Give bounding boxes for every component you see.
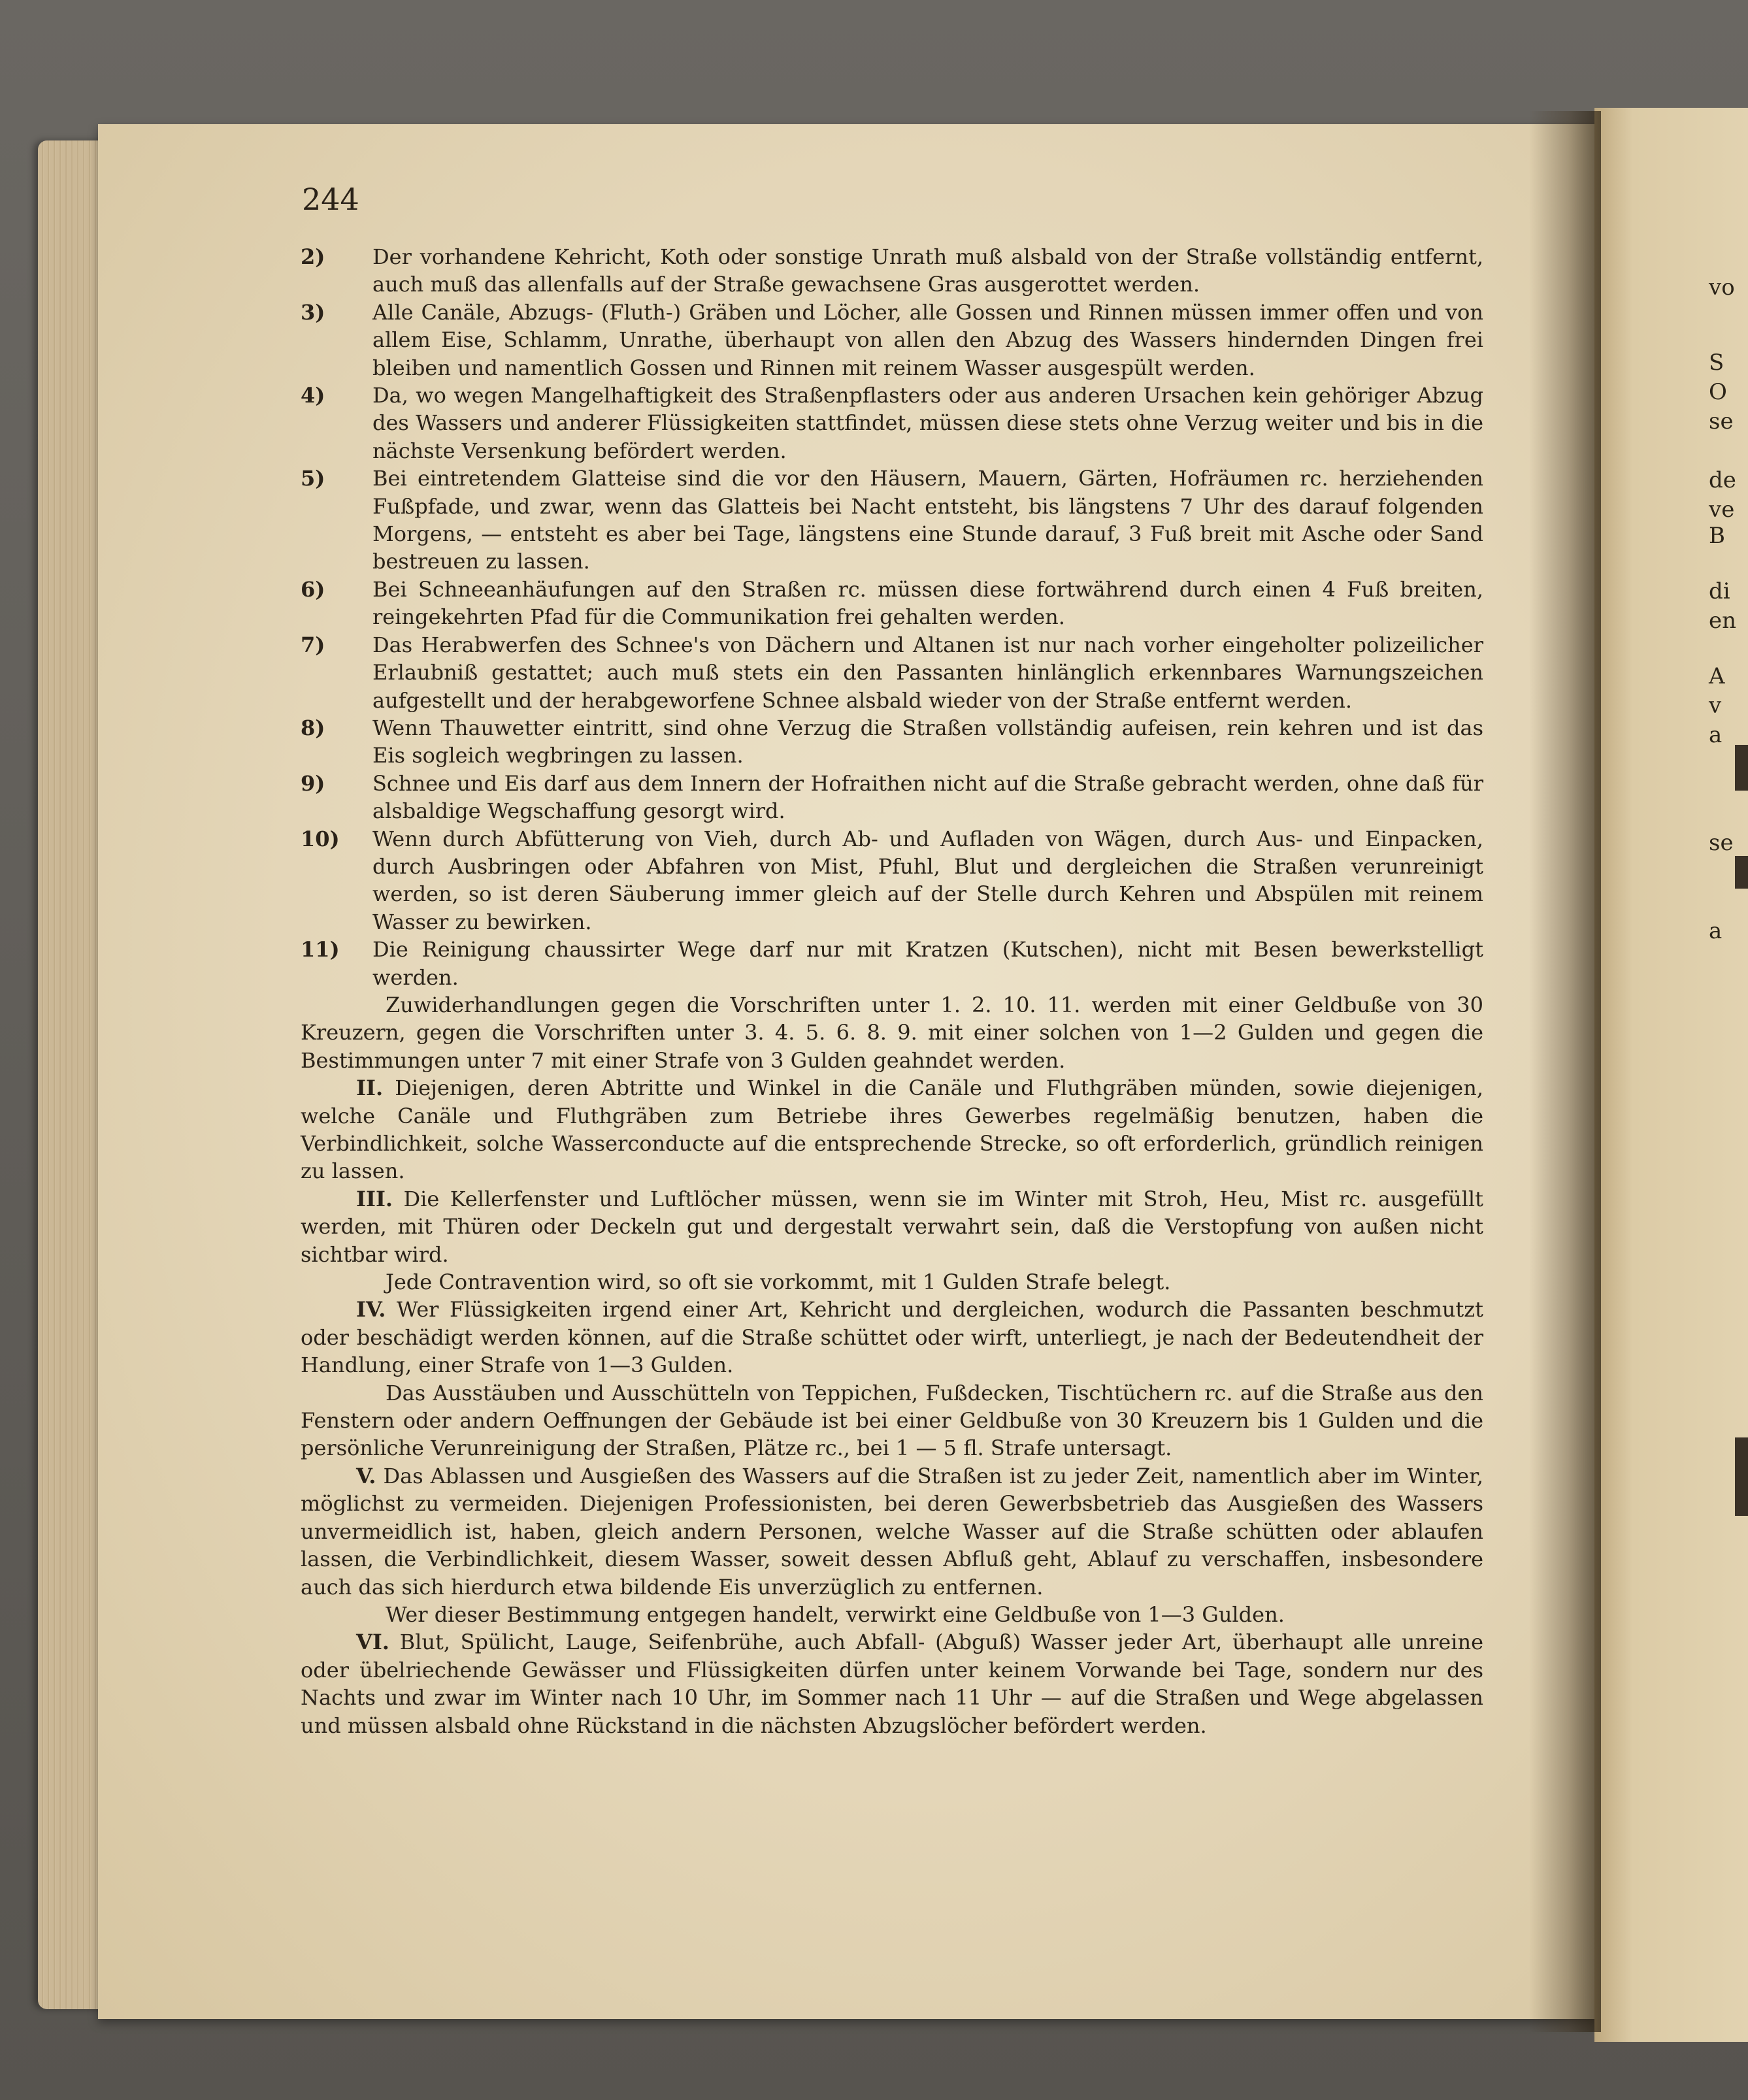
- book-gutter: [1529, 111, 1601, 2032]
- section-text: Das Ablassen und Ausgießen des Wassers auf die Straßen ist zu jeder Zeit, namentlich aber im Winter, möglichst zu vermeiden. Diejenigen Professionisten, bei deren Gewerbsbetrieb das Ausgießen des Wassers unvermeidlich ist, haben, gleich andern Personen, welche Wasser auf die Straße schütten oder ablaufen lassen, die Verbindlichkeit, diesem Wasser, soweit dessen Abfluß geht, Ablauf zu verschaffen, insbesondere auch das sich hierdurch etwa bildende Eis unverzüglich zu entfernen.: [301, 1463, 1484, 1600]
- item-number: 6): [301, 576, 325, 602]
- section-text: Diejenigen, deren Abtritte und Winkel in die Canäle und Fluthgräben münden, sowie diejenigen, welche Canäle und Fluthgräben zum Betriebe ihres Gewerbes regelmäßig benutzen, haben die Verbindlichkeit, solche Wasserconducte auf die entsprechende Strecke, so oft erforderlich, gründlich reinigen zu lassen.: [301, 1075, 1484, 1184]
- facing-page-fragment: O: [1709, 379, 1727, 405]
- facing-page-fragment: en: [1709, 608, 1737, 634]
- penalty-paragraph: Zuwiderhandlungen gegen die Vorschriften unter 1. 2. 10. 11. werden mit einer Geldbuße von 30 Kreuzern, gegen die Vorschriften unter 3. 4. 5. 6. 8. 9. mit einer solchen von 1—2 Gulden und gegen die Bestimmungen unter 7 mit einer Strafe von 3 Gulden geahndet werden.: [301, 992, 1483, 1073]
- facing-page-fragment: se: [1709, 830, 1734, 856]
- page-tab-marker: [1735, 745, 1748, 791]
- item-number: 5): [301, 466, 325, 491]
- section-text: Jede Contravention wird, so oft sie vorkommt, mit 1 Gulden Strafe belegt.: [386, 1270, 1171, 1295]
- item-text: Alle Canäle, Abzugs- (Fluth-) Gräben und Löcher, alle Gossen und Rinnen müssen immer offen und von allem Eise, Schlamm, Unrathe, überhaupt von allen den Abzug des Wassers hindernden Dingen frei bleiben und namentlich Gossen und Rinnen mit reinem Wasser ausgespült werden.: [372, 299, 1483, 380]
- page-number: 244: [302, 182, 359, 217]
- list-item: [301, 299, 1483, 382]
- facing-page-fragment: B: [1709, 523, 1725, 549]
- item-text: Der vorhandene Kehricht, Koth oder sonstige Unrath muß alsbald von der Straße vollständig entfernt, auch muß das allenfalls auf der Straße gewachsene Gras ausgerottet werden.: [372, 244, 1483, 297]
- page-tab-marker: [1735, 1437, 1748, 1516]
- list-item: [301, 631, 1483, 714]
- section-numeral: II.: [356, 1075, 384, 1101]
- facing-page-fragment: di: [1709, 578, 1730, 604]
- section-paragraph: [301, 1296, 1483, 1379]
- list-item: [301, 382, 1483, 465]
- list-item: [301, 936, 1483, 991]
- section-numeral: V.: [356, 1463, 376, 1488]
- facing-page-fragment: ve: [1709, 497, 1735, 523]
- list-item: [301, 770, 1483, 825]
- section-numeral: VI.: [356, 1630, 389, 1655]
- facing-page-fragment: v: [1709, 693, 1722, 719]
- facing-page-fragment: a: [1709, 918, 1723, 944]
- list-item: [301, 465, 1483, 576]
- section-paragraph: [301, 1628, 1483, 1739]
- item-number: 8): [301, 715, 325, 740]
- section-text: Wer Flüssigkeiten irgend einer Art, Kehricht und dergleichen, wodurch die Passanten beschmutzt oder beschädigt werden können, auf die Straße schüttet oder wirft, unterliegt, je nach der Bedeutendheit der Handlung, einer Strafe von 1—3 Gulden.: [301, 1297, 1484, 1378]
- item-text: Bei eintretendem Glatteise sind die vor den Häusern, Mauern, Gärten, Hofräumen rc. herziehenden Fußpfade, und zwar, wenn das Glatteis bei Nacht entsteht, bis längstens 7 Uhr des darauf folgenden Morgens, — entsteht es aber bei Tage, längstens eine Stunde darauf, 3 Fuß breit mit Asche oder Sand bestreuen zu lassen.: [372, 466, 1483, 574]
- list-item: [301, 243, 1483, 299]
- section-numeral: III.: [356, 1186, 393, 1211]
- section-paragraph: [301, 1462, 1483, 1601]
- facing-page-fragment: S: [1709, 350, 1724, 376]
- list-item: [301, 576, 1483, 631]
- section-paragraph: [301, 1601, 1483, 1628]
- section-paragraph: [301, 1379, 1483, 1462]
- item-number: 4): [301, 383, 325, 408]
- item-number: 11): [301, 937, 340, 962]
- section-text: Das Ausstäuben und Ausschütteln von Teppichen, Fußdecken, Tischtüchern rc. auf die Straße aus den Fenstern oder andern Oeffnungen der Gebäude ist bei einer Geldbuße von 30 Kreuzern bis 1 Gulden und die persönliche Verunreinigung der Straßen, Plätze rc., bei 1 — 5 fl. Strafe untersagt.: [301, 1380, 1483, 1461]
- list-item: [301, 714, 1483, 770]
- item-number: 9): [301, 770, 325, 796]
- item-number: 7): [301, 632, 325, 657]
- section-paragraph: [301, 1185, 1483, 1268]
- item-text: Wenn Thauwetter eintritt, sind ohne Verzug die Straßen vollständig aufeisen, rein kehren und ist das Eis sogleich wegbringen zu lassen.: [372, 715, 1483, 768]
- page-tab-marker: [1735, 856, 1748, 889]
- facing-page-fragment: vo: [1709, 274, 1735, 301]
- item-text: Bei Schneeanhäufungen auf den Straßen rc. müssen diese fortwährend durch einen 4 Fuß breiten, reingekehrten Pfad für die Communikation frei gehalten werden.: [372, 576, 1483, 630]
- item-number: 10): [301, 826, 340, 851]
- item-text: Schnee und Eis darf aus dem Innern der Hofraithen nicht auf die Straße gebracht werden, ohne daß für alsbaldige Wegschaffung gesorgt wird.: [372, 770, 1483, 824]
- list-item: [301, 825, 1483, 936]
- item-number: 2): [301, 244, 325, 269]
- section-text: Wer dieser Bestimmung entgegen handelt, verwirkt eine Geldbuße von 1—3 Gulden.: [386, 1601, 1285, 1627]
- section-text: Die Kellerfenster und Luftlöcher müssen, wenn sie im Winter mit Stroh, Heu, Mist rc. ausgefüllt werden, mit Thüren oder Deckeln gut und dergestalt verwahrt sein, daß die Verstopfung von außen nicht sichtbar wird.: [301, 1186, 1483, 1267]
- facing-page-fragment: se: [1709, 408, 1734, 435]
- item-text: Da, wo wegen Mangelhaftigkeit des Straßenpflasters oder aus anderen Ursachen kein gehöriger Abzug des Wassers und anderer Flüssigkeiten stattfindet, müssen diese stets ohne Verzug weiter und bis in die nächste Versenkung befördert werden.: [372, 383, 1483, 463]
- facing-page-fragment: de: [1709, 467, 1736, 493]
- facing-page-fragment: A: [1709, 663, 1725, 689]
- item-text: Die Reinigung chaussirter Wege darf nur mit Kratzen (Kutschen), nicht mit Besen bewerkstelligt werden.: [372, 937, 1483, 990]
- section-paragraph: [301, 1268, 1483, 1296]
- facing-page-fragment: a: [1709, 722, 1723, 748]
- section-numeral: IV.: [356, 1297, 386, 1322]
- section-text: Blut, Spülicht, Lauge, Seifenbrühe, auch Abfall- (Abguß) Wasser jeder Art, überhaupt alle unreine oder übelriechende Gewässer und Flüssigkeiten dürfen unter keinem Vorwande bei Tage, sondern nur des Nachts und zwar im Winter nach 10 Uhr, im Sommer nach 11 Uhr — auf die Straßen und Wege abgelassen und müssen alsbald ohne Rückstand in die nächsten Abzugslöcher befördert werden.: [301, 1630, 1484, 1738]
- section-paragraph: [301, 1074, 1483, 1185]
- item-text: Wenn durch Abfütterung von Vieh, durch Ab- und Aufladen von Wägen, durch Aus- und Einpacken, durch Ausbringen oder Abfahren von Mist, Pfuhl, Blut und dergleichen die Straßen verunreinigt werden, so ist deren Säuberung immer gleich auf der Stelle durch Kehren und Abspülen mit reinem Wasser zu bewirken.: [372, 826, 1483, 934]
- item-number: 3): [301, 299, 325, 325]
- main-text: [301, 243, 1483, 1739]
- item-text: Das Herabwerfen des Schnee's von Dächern und Altanen ist nur nach vorher eingeholter polizeilicher Erlaubniß gestattet; auch muß stets ein den Passanten hinlänglich erkennbares Warnungszeichen aufgestellt und der herabgeworfene Schnee alsbald wieder von der Straße entfernt werden.: [372, 632, 1483, 713]
